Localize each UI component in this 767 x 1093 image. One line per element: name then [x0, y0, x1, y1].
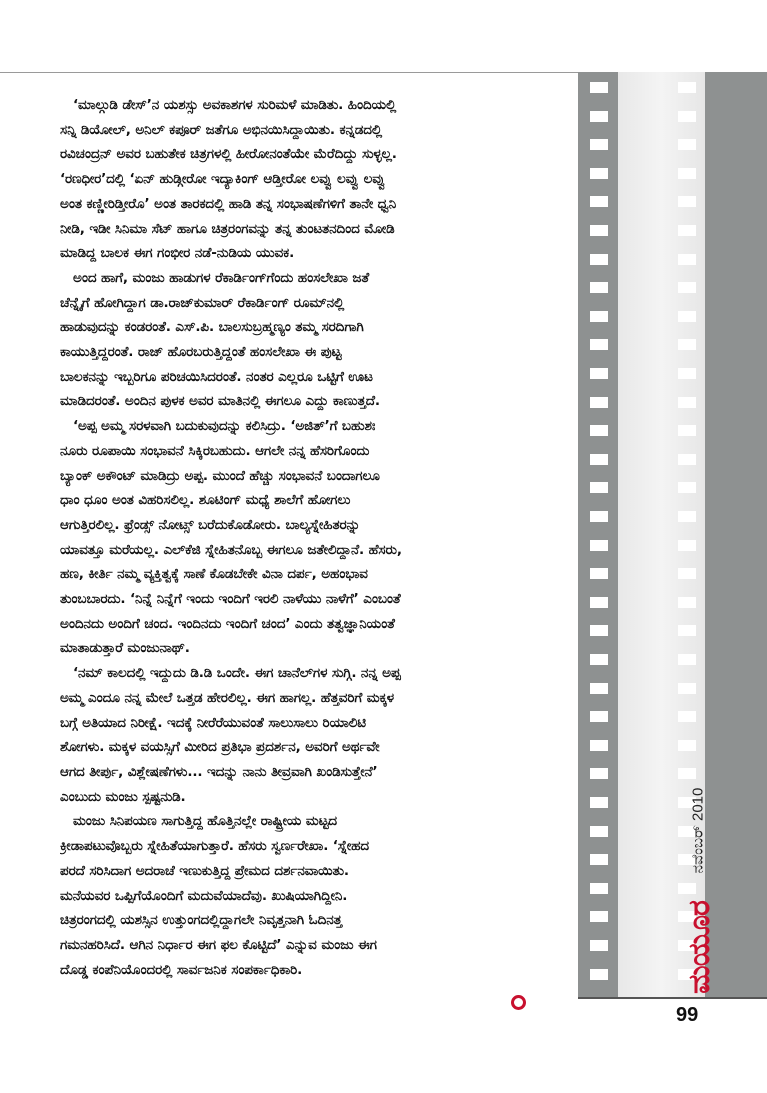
film-sprocket-hole: [678, 339, 696, 350]
film-sprocket-hole: [590, 111, 608, 122]
film-sprocket-hole: [678, 511, 696, 522]
text-line: ಕಾಯುತ್ತಿದ್ದರಂತೆ. ರಾಜ್ ಹೊರಬರುತ್ತಿದ್ದಂತೆ ಹಂಸಲೇಖಾ ಈ ಪುಟ್ಟ: [60, 344, 342, 361]
text-line: ಮಂಜು ಸಿನಿಪಯಣ ಸಾಗುತ್ತಿದ್ದ ಹೊತ್ತಿನಲ್ಲೇ ರಾಷ್ಟ್ರೀಯ ಮಟ್ಟದ: [73, 813, 338, 830]
text-line: ಎಂಬುದು ಮಂಜು ಸ್ಪಷ್ಟನುಡಿ.: [60, 788, 186, 805]
article-paragraph: [60, 414, 565, 661]
article-paragraph: [60, 266, 565, 414]
film-sprocket-hole: [678, 82, 696, 93]
text-line: ದೊಡ್ಡ ಕಂಪೆನಿಯೊಂದರಲ್ಲಿ ಸಾರ್ವಜನಿಕ ಸಂಪರ್ಕಾಧಿಕಾರಿ.: [60, 961, 303, 978]
film-sprocket-hole: [590, 254, 608, 265]
text-line: ನೀಡಿ, ಇಡೀ ಸಿನಿಮಾ ಸೆಟ್ ಹಾಗೂ ಚಿತ್ರರಂಗವನ್ನು ತನ್ನ ತುಂಟತನದಿಂದ ಮೋಡಿ: [60, 220, 395, 237]
film-sprocket-hole: [590, 397, 608, 408]
film-sprocket-hole: [590, 768, 608, 779]
film-sprocket-hole: [590, 597, 608, 608]
film-sprocket-hole: [678, 139, 696, 150]
text-line: ಹಾಡುವುದನ್ನು ಕಂಡರಂತೆ. ಎಸ್.ಪಿ. ಬಾಲಸುಬ್ರಹ್ಮಣ್ಯಂ ತಮ್ಮ ಸರದಿಗಾಗಿ: [60, 319, 364, 336]
film-sprocket-hole: [590, 139, 608, 150]
text-line: ಕ್ರೀಡಾಪಟುವೊಬ್ಬರು ಸ್ನೇಹಿತೆಯಾಗುತ್ತಾರೆ. ಹೆಸರು ಸ್ವರ್ಣರೇಖಾ. ‘ಸ್ನೇಹದ: [60, 838, 370, 855]
text-line: ಸನ್ನಿ ಡಿಯೋಲ್, ಅನಿಲ್ ಕಪೂರ್ ಜತೆಗೂ ಅಭಿನಯಿಸಿದ್ದಾಯಿತು. ಕನ್ನಡದಲ್ಲಿ: [60, 121, 382, 138]
article-body: [60, 93, 565, 982]
film-sprocket-hole: [590, 683, 608, 694]
film-sprocket-hole: [678, 625, 696, 636]
film-sprocket-hole: [590, 797, 608, 808]
text-line: ನೂರು ರೂಪಾಯಿ ಸಂಭಾವನೆ ಸಿಕ್ಕಿರಬಹುದು. ಆಗಲೇ ನನ್ನ ಹೆಸರಿಗೊಂದು: [60, 442, 370, 459]
film-sprocket-hole: [590, 168, 608, 179]
film-sprocket-hole: [590, 368, 608, 379]
film-sprocket-hole: [590, 225, 608, 236]
film-sprocket-hole: [678, 311, 696, 322]
film-sprocket-hole: [590, 711, 608, 722]
film-sprocket-hole: [678, 540, 696, 551]
film-sprocket-hole: [590, 311, 608, 322]
film-sprocket-hole: [590, 282, 608, 293]
film-sprocket-hole: [678, 454, 696, 465]
text-line: ಬ್ಯಾಂಕ್ ಅಕೌಂಟ್ ಮಾಡಿದ್ರು ಅಪ್ಪ. ಮುಂದೆ ಹೆಚ್ಚು ಸಂಭಾವನೆ ಬಂದಾಗಲೂ: [60, 467, 380, 484]
text-line: ತುಂಬಬಾರದು. ‘ನಿನ್ನೆ ನಿನ್ನೆಗೆ ಇಂದು ಇಂದಿಗೆ ಇರಲಿ ನಾಳೆಯು ನಾಳೆಗೆ’ ಎಂಬಂತೆ: [60, 591, 401, 608]
film-sprocket-hole: [590, 625, 608, 636]
issue-date: [687, 770, 709, 890]
film-sprocket-hole: [590, 740, 608, 751]
film-sprocket-hole: [678, 282, 696, 293]
film-sprocket-hole: [678, 683, 696, 694]
text-line: ಮಾಡಿದರಂತೆ. ಅಂದಿನ ಪುಳಕ ಅವರ ಮಾತಿನಲ್ಲಿ ಈಗಲೂ ಎದ್ದು ಕಾಣುತ್ತದೆ.: [60, 393, 380, 410]
film-sprocket-hole: [678, 482, 696, 493]
film-sprocket-hole: [678, 654, 696, 665]
film-sprocket-hole: [678, 168, 696, 179]
text-line: ಪರದೆ ಸರಿಸಿದಾಗ ಅದರಾಚೆ ಇಣುಕುತ್ತಿದ್ದ ಪ್ರೇಮದ ದರ್ಶನವಾಯಿತು.: [60, 862, 349, 879]
film-sprocket-hole: [590, 911, 608, 922]
footer-divider: [578, 997, 767, 999]
film-sprocket-hole: [590, 196, 608, 207]
film-sprocket-hole: [678, 568, 696, 579]
film-sprocket-hole: [590, 854, 608, 865]
article-paragraph: [60, 809, 565, 982]
circle-end-mark-icon: [511, 995, 526, 1010]
film-sprocket-hole: [678, 711, 696, 722]
film-sprocket-hole: [590, 339, 608, 350]
text-line: ಚೆನ್ನೈಗೆ ಹೋಗಿದ್ದಾಗ ಡಾ.ರಾಜ್‌ಕುಮಾರ್ ರೆಕಾರ್ಡಿಂಗ್ ರೂಮ್‌ನಲ್ಲಿ: [60, 294, 345, 311]
text-line: ಅಂದಿನದು ಅಂದಿಗೆ ಚಂದ. ಇಂದಿನದು ಇಂದಿಗೆ ಚಂದ’ ಎಂದು ತತ್ವಜ್ಞಾನಿಯಂತೆ: [60, 615, 395, 632]
magazine-logo-text: ಮಯೂರ: [681, 901, 717, 994]
film-sprocket-hole: [590, 883, 608, 894]
text-line: ಮನೆಯವರ ಒಪ್ಪಿಗೆಯೊಂದಿಗೆ ಮದುವೆಯಾದೆವು. ಖುಷಿಯಾಗಿದ್ದೀನಿ.: [60, 887, 348, 904]
text-line: ಮಾಡಿದ್ದ ಬಾಲಕ ಈಗ ಗಂಭೀರ ನಡೆ-ನುಡಿಯ ಯುವಕ.: [60, 245, 295, 262]
text-line: ಬಗ್ಗೆ ಅತಿಯಾದ ನಿರೀಕ್ಷೆ. ಇದಕ್ಕೆ ನೀರೆರೆಯುವಂತೆ ಸಾಲುಸಾಲು ರಿಯಾಲಿಟಿ: [60, 714, 367, 731]
text-line: ‘ರಣಧೀರ’ದಲ್ಲಿ ‘ಏನ್ ಹುಡ್ಗೀರೋ ಇದ್ಯಾಕಿಂಗ್ ಆಡ್ತೀರೋ ಲವ್ವು ಲವ್ವು ಲವ್ವು: [60, 171, 386, 188]
text-line: ಅಮ್ಮ ಎಂದೂ ನನ್ನ ಮೇಲೆ ಒತ್ತಡ ಹೇರಲಿಲ್ಲ. ಈಗ ಹಾಗಲ್ಲ. ಹೆತ್ತವರಿಗೆ ಮಕ್ಕಳ: [60, 689, 395, 706]
text-line: ಆಗದ ತೀರ್ಪು, ವಿಶ್ಲೇಷಣೆಗಳು... ಇದನ್ನು ನಾನು ತೀವ್ರವಾಗಿ ಖಂಡಿಸುತ್ತೇನೆ’: [60, 763, 378, 780]
film-sprocket-hole: [590, 454, 608, 465]
film-sprocket-hole: [590, 511, 608, 522]
text-line: ಹಣ, ಕೀರ್ತಿ ನಮ್ಮ ವ್ಯಕ್ತಿತ್ವಕ್ಕೆ ಸಾಣೆ ಕೊಡಬೇಕೇ ವಿನಾ ದರ್ಪ, ಅಹಂಭಾವ: [60, 566, 368, 583]
text-line: ಚಿತ್ರರಂಗದಲ್ಲಿ ಯಶಸ್ಸಿನ ಉತ್ತುಂಗದಲ್ಲಿದ್ದಾಗಲೇ ನಿವೃತ್ತನಾಗಿ ಓದಿನತ್ತ: [60, 912, 342, 929]
text-line: ಮಾತಾಡುತ್ತಾರೆ ಮಂಜುನಾಥ್.: [60, 640, 190, 657]
film-sprocket-hole: [590, 568, 608, 579]
text-line: ‘ಅಪ್ಪ ಅಮ್ಮ ಸರಳವಾಗಿ ಬದುಕುವುದನ್ನು ಕಲಿಸಿದ್ರು. ‘ಅಜಿತ್’ಗೆ ಬಹುಶಃ: [73, 418, 376, 435]
film-sprocket-hole: [590, 940, 608, 951]
text-line: ಗಮನಹರಿಸಿದೆ. ಆಗಿನ ನಿರ್ಧಾರ ಈಗ ಫಲ ಕೊಟ್ಟಿದೆ’ ಎನ್ನುವ ಮಂಜು ಈಗ: [60, 936, 377, 953]
text-line: ‘ಮಾಲ್ಗುಡಿ ಡೇಸ್’ನ ಯಶಸ್ಸು ಅವಕಾಶಗಳ ಸುರಿಮಳೆ ಮಾಡಿತು. ಹಿಂದಿಯಲ್ಲಿ: [73, 97, 397, 113]
film-sprocket-hole: [590, 654, 608, 665]
text-line: ಯಾವತ್ತೂ ಮರೆಯಲ್ಲ. ಎಲ್‌ಕೆಜಿ ಸ್ನೇಹಿತನೊಬ್ಬ ಈಗಲೂ ಜತೇಲಿದ್ದಾನೆ. ಹೆಸರು,: [60, 541, 402, 558]
film-sprocket-hole: [590, 826, 608, 837]
text-line: ‘ನಮ್ ಕಾಲದಲ್ಲಿ ಇದ್ದುದು ಡಿ.ಡಿ ಒಂದೇ. ಈಗ ಚಾನೆಲ್‌ಗಳ ಸುಗ್ಗಿ. ನನ್ನ ಅಪ್ಪ: [73, 665, 401, 682]
film-sprocket-hole: [678, 397, 696, 408]
film-sprocket-hole: [678, 597, 696, 608]
article-paragraph: [60, 661, 565, 809]
text-line: ಬಾಲಕನನ್ನು ಇಬ್ಬರಿಗೂ ಪರಿಚಯಿಸಿದರಂತೆ. ನಂತರ ಎಲ್ಲರೂ ಒಟ್ಟಿಗೆ ಊಟ: [60, 368, 373, 385]
film-sprocket-hole: [678, 368, 696, 379]
page-number: 99: [676, 1004, 699, 1026]
film-strip-sidebar: [578, 72, 767, 997]
film-sprocket-hole: [678, 196, 696, 207]
text-line: ಅಂದ ಹಾಗೆ, ಮಂಜು ಹಾಡುಗಳ ರೆಕಾರ್ಡಿಂಗ್‌ಗೆಂದು ಹಂಸಲೇಖಾ ಜತೆ: [73, 269, 369, 286]
film-sprocket-hole: [678, 111, 696, 122]
film-sprocket-hole: [590, 969, 608, 980]
film-sprocket-hole: [678, 740, 696, 751]
film-sprocket-hole: [678, 225, 696, 236]
text-line: ಧಾಂ ಧೂಂ ಅಂತ ವಿಹರಿಸಲಿಲ್ಲ. ಶೂಟಿಂಗ್ ಮಧ್ಯೆ ಶಾಲೆಗೆ ಹೋಗಲು: [60, 492, 351, 509]
film-sprocket-hole: [678, 425, 696, 436]
article-paragraph: [60, 93, 565, 266]
film-sprocket-hole: [590, 540, 608, 551]
text-line: ಅಂತ ಕಣ್ಣೀರಿಡ್ತೀರೊ’ ಅಂತ ತಾರಕದಲ್ಲಿ ಹಾಡಿ ತನ್ನ ಸಂಭಾಷಣೆಗಳಿಗೆ ತಾನೇ ಧ್ವನಿ: [60, 195, 397, 212]
film-sprocket-hole: [590, 425, 608, 436]
text-line: ಆಗುತ್ತಿರಲಿಲ್ಲ. ಫ್ರೆಂಡ್ಸ್ ನೋಟ್ಸ್ ಬರೆದುಕೊಡೋರು. ಬಾಲ್ಯಸ್ನೇಹಿತರನ್ನು: [60, 516, 361, 533]
film-sprocket-hole: [678, 254, 696, 265]
issue-date-text: ನವೆಂಬರ್ 2010: [689, 787, 707, 873]
film-sprocket-hole: [590, 82, 608, 93]
text-line: ರವಿಚಂದ್ರನ್ ಅವರ ಬಹುತೇಕ ಚಿತ್ರಗಳಲ್ಲಿ ಹೀರೋನಂತೆಯೇ ಮೆರೆದಿದ್ದು ಸುಳ್ಳಲ್ಲ.: [60, 146, 397, 163]
magazine-logo: [680, 900, 718, 995]
film-sprocket-hole: [590, 482, 608, 493]
text-line: ಶೋಗಳು. ಮಕ್ಕಳ ವಯಸ್ಸಿಗೆ ಮೀರಿದ ಪ್ರತಿಭಾ ಪ್ರದರ್ಶನ, ಅವರಿಗೆ ಅರ್ಥವೇ: [60, 739, 380, 756]
